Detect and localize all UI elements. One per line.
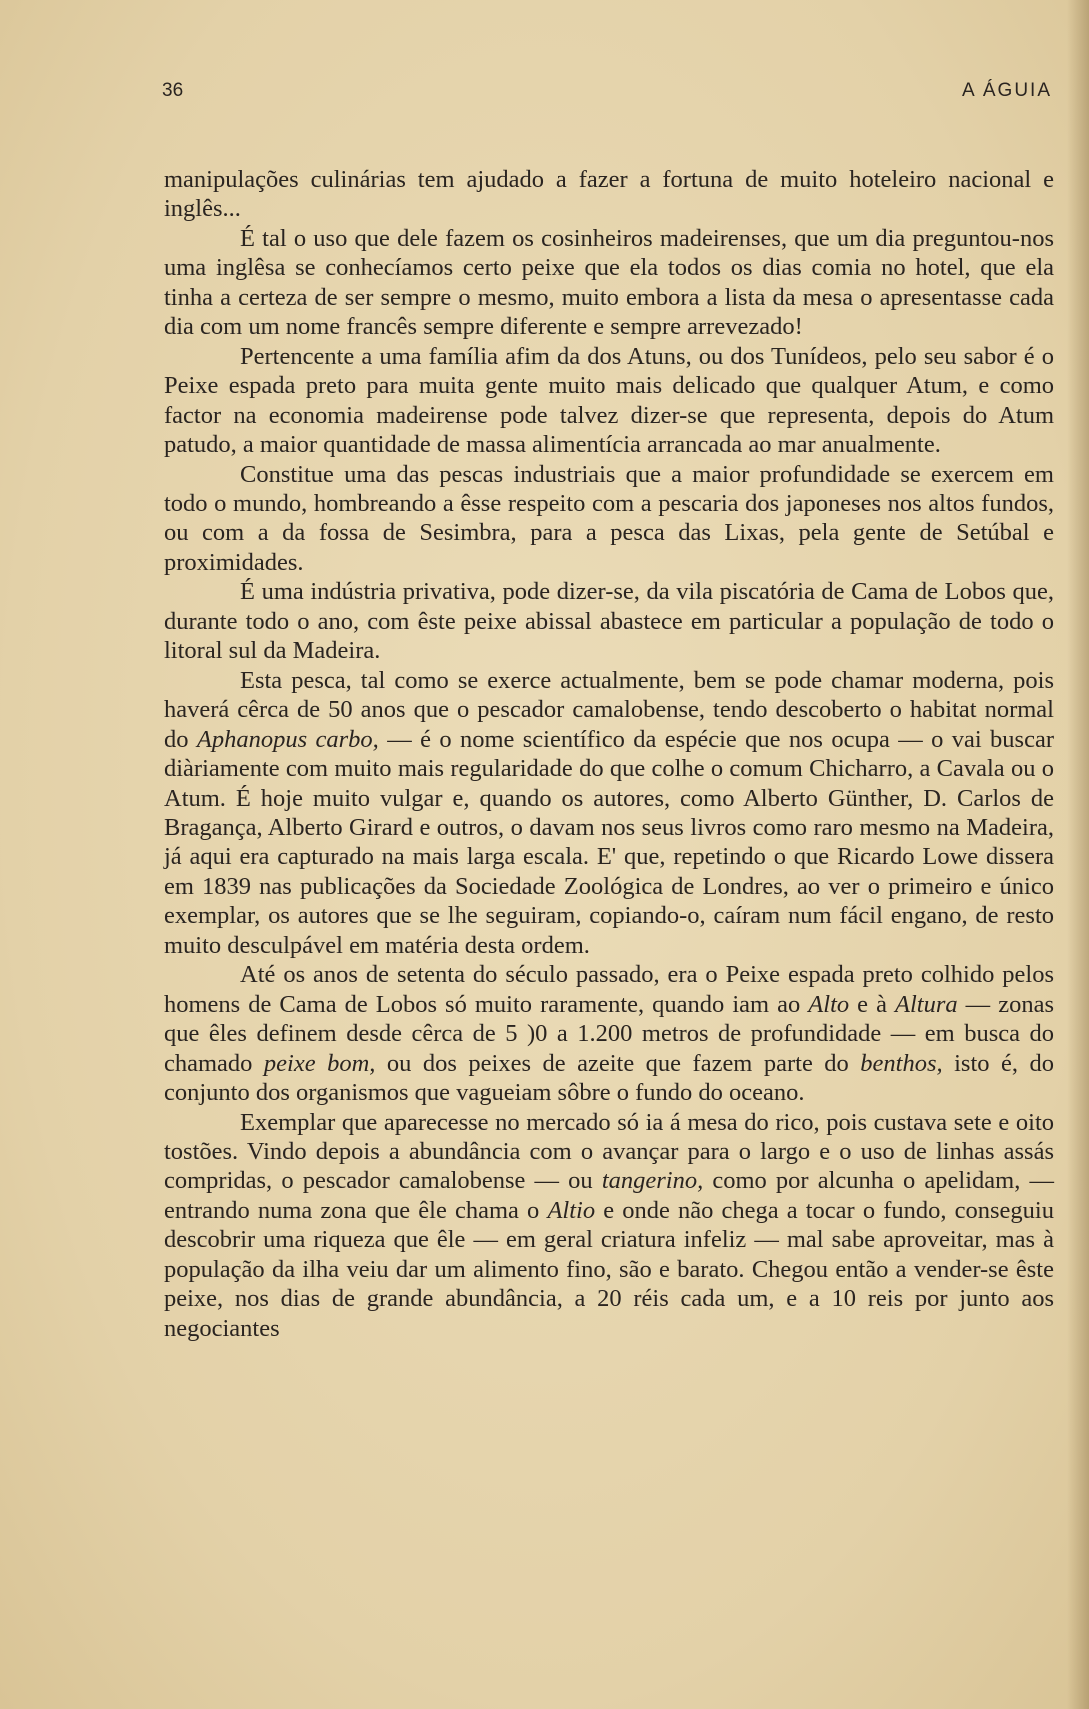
text-segment: — é o nome scientífico da espécie que nos ocupa — o vai buscar diàriamente com muito mais regularidade do que colhe o comum Chicharro, a Cavala ou o Atum. É hoje muito vulgar e, quando os autores, como Alberto Günther, D. Carlos de Bragança, Alberto Girard e outros, o davam nos seus livros como raro mesmo na Madeira, já aqui era capturado na mais larga escala. E' que, repetindo o que Ricardo Lowe dissera em 1839 nas publicações da Sociedade Zoológica de Londres, ao ver o primeiro e único exemplar, os autores que se lhe seguiram, copiando-o, caíram num fácil engano, de resto muito desculpável em matéria desta ordem. [164,725,1054,959]
text-segment: Exemplar que aparecesse no mercado só ia á mesa do rico, pois custava sete e oito tostões. Vindo depois a abundância com o avançar para o largo e o uso de linhas assás compridas, o pescador camalobense — ou [164,1108,1054,1195]
italic-term: peixe bom, [263,1049,376,1077]
text-segment: Pertencente a uma família afim da dos Atuns, ou dos Tunídeos, pelo seu sabor é o Peixe espada preto para muita gente muito mais delicado que qualquer Atum, e como factor na economia madeirense pode talvez dizer-se que representa, depois do Atum patudo, a maior quantidade de massa alimentícia arrancada ao mar anualmente. [164,342,1054,459]
italic-term: benthos, [860,1049,943,1077]
paragraph [164,165,1054,224]
italic-term: Aphanopus carbo, [196,725,379,753]
paragraph [164,224,1054,342]
paragraph [164,666,1054,961]
page-number: 36 [162,80,184,101]
text-segment: — zonas que êles definem desde cêrca de 5 )0 a 1.200 metros de profundidade — em busca do chamado [164,990,1055,1077]
italic-term: tangerino, [601,1167,704,1195]
body-text [164,165,1054,1343]
text-segment: Constitue uma das pescas industriais que a maior profundidade se exercem em todo o mundo, hombreando a êsse respeito com a pescaria dos japoneses nos altos fundos, ou com a da fossa de Sesimbra, para a pesca das Lixas, pela gente de Setúbal e proximidades. [164,460,1054,576]
text-segment: e à [849,990,896,1018]
text-segment: e onde não chega a tocar o fundo, conseguiu descobrir uma riqueza que êle — em geral criatura infeliz — mal sabe aproveitar, mas à população da ilha veiu dar um alimento fino, são e barato. Chegou então a vender-se êste peixe, nos dias de grande abundância, a 20 réis cada um, e a 10 reis por junto aos negociantes [164,1196,1054,1342]
running-title: A ÁGUIA [961,80,1052,101]
text-segment: É tal o uso que dele fazem os cosinheiros madeirenses, que um dia preguntou-nos uma inglêsa se conhecíamos certo peixe que ela todos os dias comia no hotel, que ela tinha a certeza de ser sempre o mesmo, muito embora a lista da mesa o apresentasse cada dia com um nome francês sempre diferente e sempre arrevezado! [164,224,1054,341]
italic-term: Altura [895,990,958,1018]
page-header [162,80,1052,110]
paragraph [164,960,1054,1107]
text-segment: isto é, do conjunto dos organismos que vagueiam sôbre o fundo do oceano. [164,1049,1054,1107]
paragraph [164,342,1054,460]
paragraph [164,577,1054,665]
italic-term: Alto [808,990,850,1018]
text-segment: Até os anos de setenta do século passado, era o Peixe espada preto colhido pelos homens de Cama de Lobos só muito raramente, quando iam ao [164,961,1054,1018]
paragraph [164,460,1054,578]
text-segment: É uma indústria privativa, pode dizer-se, da vila piscatória de Cama de Lobos que, durante todo o ano, com êste peixe abissal abastece em particular a população de todo o litoral sul da Madeira. [164,578,1054,665]
text-segment: ou dos peixes de azeite que fazem parte do [375,1049,861,1077]
page-edge-shadow [1067,0,1089,1709]
text-segment: como por alcunha o apelidam, — entrando numa zona que êle chama o [164,1167,1054,1224]
text-segment: Esta pesca, tal como se exerce actualmente, bem se pode chamar moderna, pois haverá cêrca de 50 anos que o pescador camalobense, tendo descoberto o habitat normal do [164,666,1054,753]
italic-term: Altio [547,1196,596,1224]
text-segment: manipulações culinárias tem ajudado a fazer a fortuna de muito hoteleiro nacional e inglês... [164,166,1054,223]
paragraph [164,1108,1054,1344]
